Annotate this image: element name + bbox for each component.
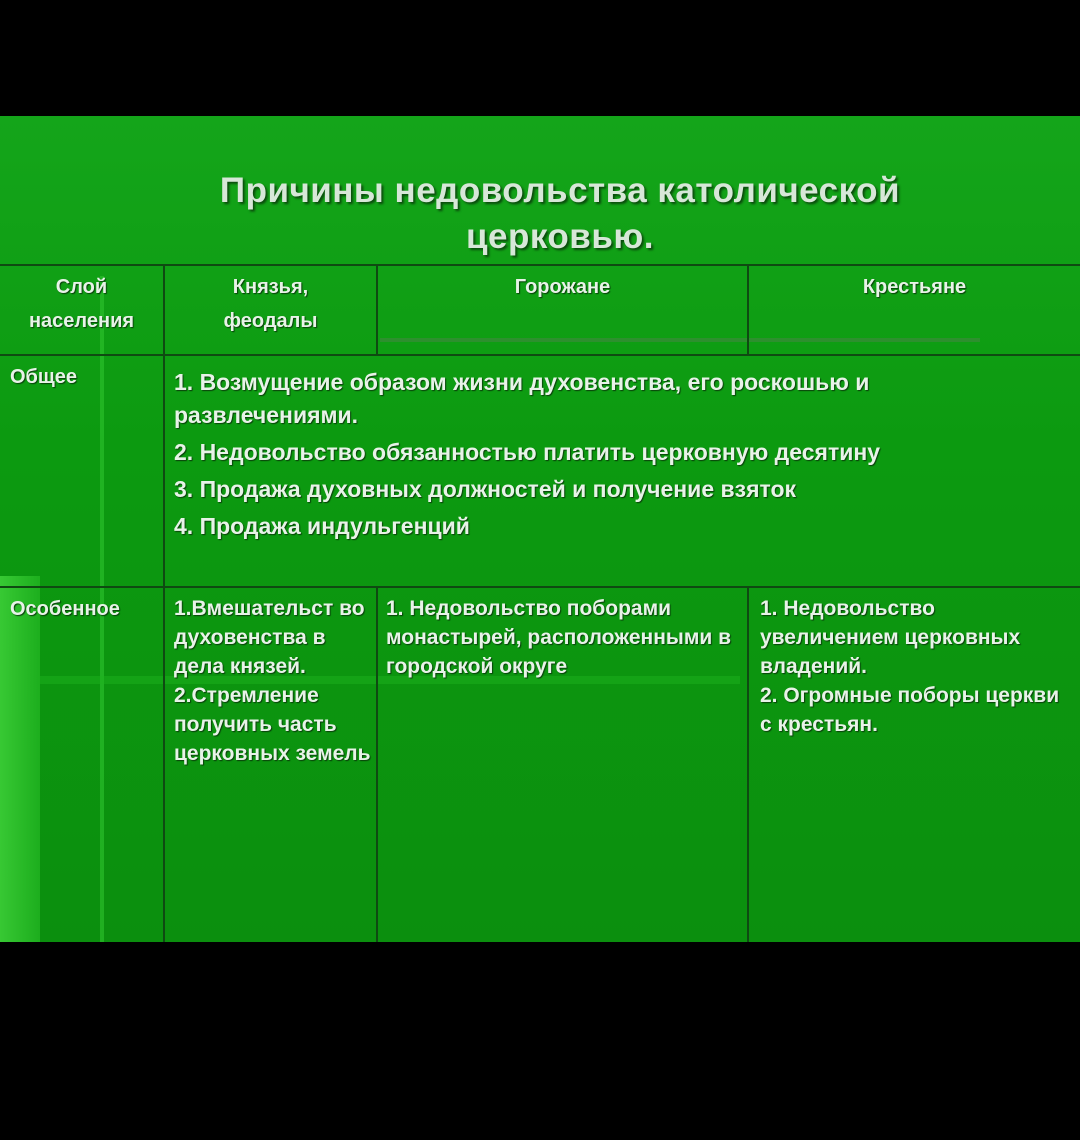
header-layer: Слой населения <box>28 276 135 332</box>
list-item: 1. Недовольство поборами монастырей, расположенными в городской округе <box>386 597 732 678</box>
slide <box>0 116 1080 942</box>
list-item: 2.Стремление получить часть церковных земель <box>174 684 371 765</box>
title-line-1: Причины недовольства католической <box>219 171 901 210</box>
table-border <box>0 264 1080 266</box>
header-peasants: Крестьяне <box>862 276 967 298</box>
common-causes-list <box>174 366 1054 547</box>
header-princes: Князья, феодалы <box>223 276 318 332</box>
table-border <box>747 586 749 942</box>
list-item: 2. Недовольство обязанностью платить церковную десятину <box>174 439 881 465</box>
slide-title <box>0 168 1080 260</box>
list-item: 1. Возмущение образом жизни духовенства, его роскошью и развлечениями. <box>174 369 870 428</box>
list-item: 1. Недовольство увеличением церковных владений. <box>760 597 1021 678</box>
princes-causes-list <box>174 594 372 768</box>
table-border <box>163 264 165 942</box>
decor-stripe <box>0 576 40 942</box>
title-line-2: церковью. <box>466 217 654 256</box>
townspeople-causes-list <box>386 594 742 681</box>
table-border <box>0 586 1080 588</box>
row-label-common: Общее <box>10 366 78 388</box>
table-border <box>0 354 1080 356</box>
decor-stripe <box>380 338 980 342</box>
peasants-causes-list <box>760 594 1070 739</box>
list-item: 1.Вмешательст во духовенства в дела князей. <box>174 597 365 678</box>
header-townspeople: Горожане <box>514 276 611 298</box>
table-border <box>376 586 378 942</box>
row-label-special: Особенное <box>10 598 120 620</box>
list-item: 3. Продажа духовных должностей и получение взяток <box>174 476 797 502</box>
list-item: 2. Огромные поборы церкви с крестьян. <box>760 684 1060 736</box>
list-item: 4. Продажа индульгенций <box>174 513 470 539</box>
